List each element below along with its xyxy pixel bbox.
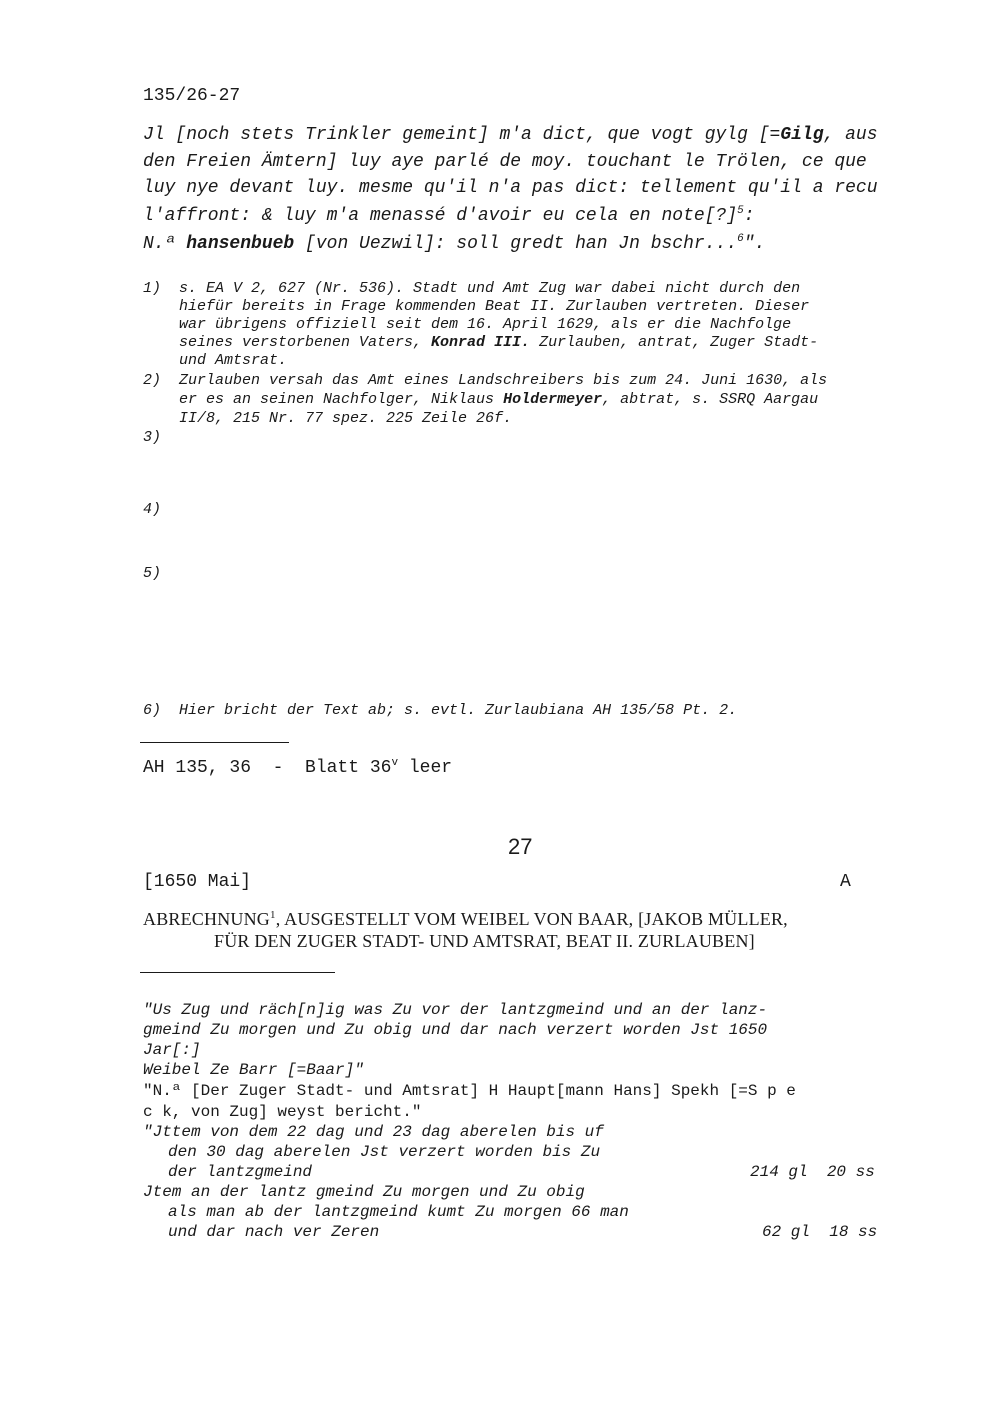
quote-line-1: Jl [noch stets Trinkler gemeint] m'a dict, que vogt gylg [=Gilg, aus [143, 125, 878, 145]
text-line: "Us Zug und räch[n]ig was Zu vor der lantzgmeind und an der lanz- [143, 1001, 768, 1019]
document-letter: A [840, 872, 851, 892]
footnote-number: 6) [143, 702, 162, 719]
amount: 214 gl 20 ss [750, 1163, 875, 1181]
text-line: Jar[:] [143, 1041, 201, 1059]
quote-line-2: den Freien Ämtern] luy aye parlé de moy. touchant le Trölen, ce que [143, 152, 867, 172]
archive-reference: AH 135, 36 - Blatt 36$^v$ leer [143, 757, 453, 778]
divider [140, 972, 335, 973]
page-reference: 135/26-27 [143, 86, 241, 106]
document-title-line-1: ABRECHNUNG$^1$, AUSGESTELLT VOM WEIBEL VON BAAR, [JAKOB MÜLLER, [143, 909, 788, 929]
footnote-number: 1) [143, 280, 162, 297]
quote-line-3: luy nye devant luy. mesme qu'il n'a pas dict: tellement qu'il a recu [143, 178, 878, 198]
footnote-number: 3) [143, 429, 162, 446]
amount: 62 gl 18 ss [762, 1223, 878, 1241]
text-line: gmeind Zu morgen und Zu obig und dar nach verzert worden Jst 1650 [143, 1021, 768, 1039]
text-line: und dar nach ver Zeren [168, 1223, 380, 1241]
quote-line-5: N.ª hansenbueb [von Uezwil]: soll gredt han Jn bschr...$^6$". [143, 233, 766, 254]
divider [140, 742, 289, 743]
document-title-line-2: FÜR DEN ZUGER STADT- UND AMTSRAT, BEAT II. ZURLAUBEN] [214, 931, 755, 951]
text-line: den 30 dag aberelen Jst verzert worden bis Zu [168, 1143, 601, 1161]
text-line: als man ab der lantzgmeind kumt Zu morgen 66 man [168, 1203, 629, 1221]
footnote-number: 4) [143, 501, 162, 518]
text-line: Weibel Ze Barr [=Baar]" [143, 1061, 364, 1079]
quote-line-4: l'affront: & luy m'a menassé d'avoir eu cela en note[?]$^5$: [143, 205, 755, 226]
document-date: [1650 Mai] [143, 872, 252, 892]
text-line: Jtem an der lantz gmeind Zu morgen und Zu obig [143, 1183, 585, 1201]
text-line: der lantzgmeind [168, 1163, 313, 1181]
footnote-number: 5) [143, 565, 162, 582]
text-line: c k, von Zug] weyst bericht." [143, 1103, 422, 1121]
footnote-number: 2) [143, 372, 162, 389]
document-number: 27 [508, 834, 533, 859]
text-line: "N.ª [Der Zuger Stadt- und Amtsrat] H Haupt[mann Hans] Spekh [=S p e [143, 1082, 796, 1100]
text-line: "Jttem von dem 22 dag und 23 dag aberelen bis uf [143, 1123, 604, 1141]
